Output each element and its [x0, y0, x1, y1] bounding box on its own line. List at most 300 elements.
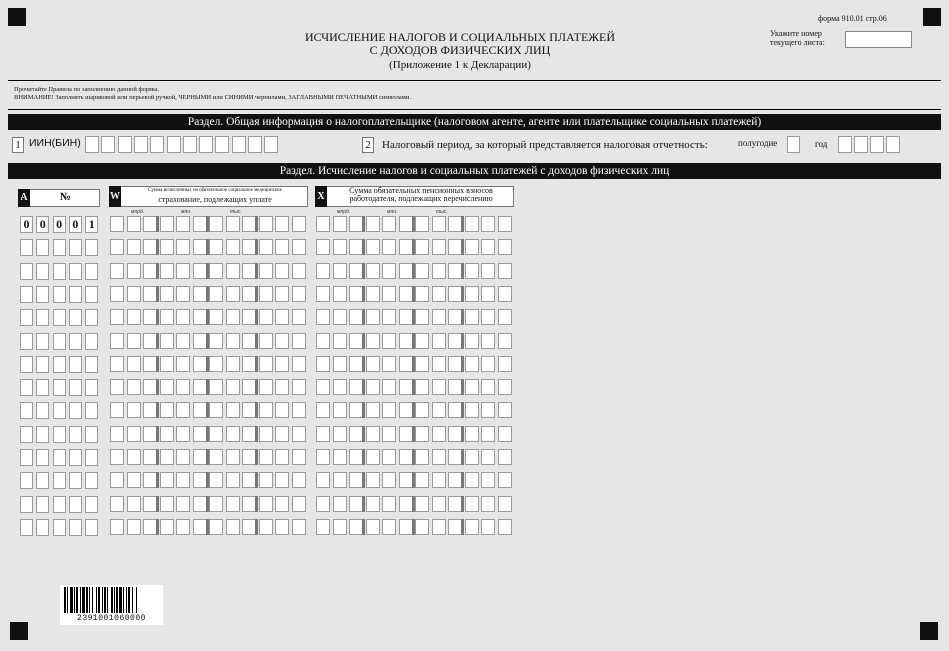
column-x-digit-cell[interactable] [465, 496, 479, 512]
column-w-digit-cell[interactable] [160, 333, 174, 349]
column-x-digit-cell[interactable] [349, 472, 363, 488]
column-w-digit-cell[interactable] [110, 496, 124, 512]
sheet-number-field[interactable] [845, 31, 912, 48]
column-x-digit-cell[interactable] [432, 449, 446, 465]
column-w-digit-cell[interactable] [292, 426, 306, 442]
column-w-digit-cell[interactable] [275, 402, 289, 418]
column-x-digit-cell[interactable] [333, 216, 347, 232]
column-w-digit-cell[interactable] [292, 239, 306, 255]
column-w-digit-cell[interactable] [242, 496, 256, 512]
row-number-digit-cell[interactable] [36, 286, 49, 303]
column-x-digit-cell[interactable] [316, 472, 330, 488]
column-x-digit-cell[interactable] [333, 496, 347, 512]
iin-digit-cell[interactable] [248, 136, 262, 153]
column-w-digit-cell[interactable] [176, 309, 190, 325]
column-x-digit-cell[interactable] [481, 496, 495, 512]
row-number-digit-cell[interactable] [69, 333, 82, 350]
column-x-digit-cell[interactable] [382, 356, 396, 372]
column-x-digit-cell[interactable] [333, 356, 347, 372]
column-x-digit-cell[interactable] [432, 496, 446, 512]
column-x-digit-cell[interactable] [415, 333, 429, 349]
column-x-digit-cell[interactable] [448, 309, 462, 325]
row-number-digit-cell[interactable] [85, 426, 98, 443]
column-x-digit-cell[interactable] [316, 286, 330, 302]
column-x-digit-cell[interactable] [465, 519, 479, 535]
column-x-digit-cell[interactable] [366, 472, 380, 488]
column-x-digit-cell[interactable] [366, 263, 380, 279]
column-w-digit-cell[interactable] [160, 426, 174, 442]
row-number-digit-cell[interactable] [20, 379, 33, 396]
column-w-digit-cell[interactable] [193, 263, 207, 279]
column-w-digit-cell[interactable] [242, 449, 256, 465]
row-number-digit-cell[interactable] [36, 239, 49, 256]
column-w-digit-cell[interactable] [176, 402, 190, 418]
row-number-digit-cell[interactable] [36, 333, 49, 350]
row-number-digit-cell[interactable] [36, 449, 49, 466]
column-w-digit-cell[interactable] [242, 309, 256, 325]
column-w-digit-cell[interactable] [275, 333, 289, 349]
row-number-digit-cell[interactable] [36, 496, 49, 513]
column-x-digit-cell[interactable] [448, 216, 462, 232]
column-w-digit-cell[interactable] [292, 472, 306, 488]
column-w-digit-cell[interactable] [160, 216, 174, 232]
column-x-digit-cell[interactable] [349, 496, 363, 512]
column-x-digit-cell[interactable] [399, 333, 413, 349]
column-x-digit-cell[interactable] [382, 426, 396, 442]
column-x-digit-cell[interactable] [333, 426, 347, 442]
column-w-digit-cell[interactable] [292, 402, 306, 418]
column-w-digit-cell[interactable] [110, 472, 124, 488]
column-x-digit-cell[interactable] [349, 309, 363, 325]
column-x-digit-cell[interactable] [465, 449, 479, 465]
column-w-digit-cell[interactable] [275, 286, 289, 302]
column-x-digit-cell[interactable] [415, 286, 429, 302]
column-w-digit-cell[interactable] [193, 426, 207, 442]
row-number-digit-cell[interactable] [36, 519, 49, 536]
column-x-digit-cell[interactable] [432, 356, 446, 372]
column-x-digit-cell[interactable] [382, 496, 396, 512]
column-x-digit-cell[interactable] [366, 216, 380, 232]
column-x-digit-cell[interactable] [382, 239, 396, 255]
column-x-digit-cell[interactable] [498, 309, 512, 325]
column-w-digit-cell[interactable] [209, 216, 223, 232]
row-number-digit-cell[interactable] [69, 472, 82, 489]
column-x-digit-cell[interactable] [415, 356, 429, 372]
column-x-digit-cell[interactable] [316, 263, 330, 279]
column-x-digit-cell[interactable] [366, 379, 380, 395]
row-number-digit-cell[interactable] [20, 402, 33, 419]
year-digit-cell[interactable] [838, 136, 852, 153]
column-x-digit-cell[interactable] [448, 379, 462, 395]
column-x-digit-cell[interactable] [382, 216, 396, 232]
column-x-digit-cell[interactable] [432, 263, 446, 279]
column-w-digit-cell[interactable] [127, 426, 141, 442]
column-x-digit-cell[interactable] [432, 519, 446, 535]
column-w-digit-cell[interactable] [160, 496, 174, 512]
row-number-digit-cell[interactable] [69, 286, 82, 303]
row-number-digit-cell[interactable] [85, 239, 98, 256]
iin-digit-cell[interactable] [199, 136, 213, 153]
row-number-digit-cell[interactable] [85, 496, 98, 513]
column-x-digit-cell[interactable] [399, 216, 413, 232]
column-x-digit-cell[interactable] [399, 263, 413, 279]
column-x-digit-cell[interactable] [366, 286, 380, 302]
column-w-digit-cell[interactable] [259, 286, 273, 302]
column-w-digit-cell[interactable] [193, 309, 207, 325]
row-number-digit-cell[interactable] [85, 519, 98, 536]
iin-digit-cell[interactable] [118, 136, 132, 153]
column-w-digit-cell[interactable] [110, 449, 124, 465]
row-number-digit-cell[interactable] [69, 496, 82, 513]
column-w-digit-cell[interactable] [160, 519, 174, 535]
column-w-digit-cell[interactable] [275, 216, 289, 232]
iin-digit-cell[interactable] [150, 136, 164, 153]
column-w-digit-cell[interactable] [209, 263, 223, 279]
row-number-digit-cell[interactable] [69, 356, 82, 373]
column-w-digit-cell[interactable] [193, 379, 207, 395]
row-number-digit-cell[interactable] [69, 309, 82, 326]
row-number-digit-cell[interactable] [53, 496, 66, 513]
column-x-digit-cell[interactable] [399, 426, 413, 442]
column-x-digit-cell[interactable] [333, 449, 347, 465]
column-x-digit-cell[interactable] [366, 402, 380, 418]
column-x-digit-cell[interactable] [399, 472, 413, 488]
iin-digit-cell[interactable] [232, 136, 246, 153]
column-x-digit-cell[interactable] [333, 519, 347, 535]
column-w-digit-cell[interactable] [292, 379, 306, 395]
column-x-digit-cell[interactable] [349, 216, 363, 232]
row-number-digit-cell[interactable] [85, 286, 98, 303]
row-number-digit-cell[interactable]: 0 [53, 216, 66, 233]
row-number-digit-cell[interactable] [53, 356, 66, 373]
column-w-digit-cell[interactable] [127, 333, 141, 349]
row-number-digit-cell[interactable] [20, 333, 33, 350]
column-w-digit-cell[interactable] [160, 239, 174, 255]
column-w-digit-cell[interactable] [176, 472, 190, 488]
column-w-digit-cell[interactable] [275, 263, 289, 279]
column-x-digit-cell[interactable] [415, 402, 429, 418]
row-number-digit-cell[interactable] [53, 286, 66, 303]
column-x-digit-cell[interactable] [448, 286, 462, 302]
column-w-digit-cell[interactable] [110, 333, 124, 349]
row-number-digit-cell[interactable] [20, 263, 33, 280]
column-x-digit-cell[interactable] [399, 379, 413, 395]
row-number-digit-cell[interactable] [85, 263, 98, 280]
column-x-digit-cell[interactable] [366, 356, 380, 372]
column-x-digit-cell[interactable] [498, 519, 512, 535]
row-number-digit-cell[interactable] [69, 263, 82, 280]
column-x-digit-cell[interactable] [316, 239, 330, 255]
column-w-digit-cell[interactable] [292, 216, 306, 232]
column-w-digit-cell[interactable] [209, 286, 223, 302]
column-w-digit-cell[interactable] [226, 263, 240, 279]
column-x-digit-cell[interactable] [498, 402, 512, 418]
column-x-digit-cell[interactable] [465, 216, 479, 232]
column-x-digit-cell[interactable] [399, 402, 413, 418]
column-w-digit-cell[interactable] [226, 472, 240, 488]
column-x-digit-cell[interactable] [448, 496, 462, 512]
column-w-digit-cell[interactable] [127, 309, 141, 325]
column-x-digit-cell[interactable] [448, 333, 462, 349]
column-x-digit-cell[interactable] [432, 402, 446, 418]
year-digit-cell[interactable] [854, 136, 868, 153]
column-x-digit-cell[interactable] [481, 519, 495, 535]
column-x-digit-cell[interactable] [432, 379, 446, 395]
row-number-digit-cell[interactable] [20, 426, 33, 443]
row-number-digit-cell[interactable] [85, 309, 98, 326]
column-w-digit-cell[interactable] [110, 309, 124, 325]
iin-digit-cell[interactable] [85, 136, 99, 153]
column-x-digit-cell[interactable] [399, 286, 413, 302]
column-x-digit-cell[interactable] [382, 286, 396, 302]
column-w-digit-cell[interactable] [226, 216, 240, 232]
column-w-digit-cell[interactable] [259, 239, 273, 255]
column-w-digit-cell[interactable] [275, 519, 289, 535]
column-w-digit-cell[interactable] [275, 379, 289, 395]
column-w-digit-cell[interactable] [110, 286, 124, 302]
column-x-digit-cell[interactable] [382, 309, 396, 325]
column-x-digit-cell[interactable] [448, 239, 462, 255]
column-x-digit-cell[interactable] [349, 263, 363, 279]
column-x-digit-cell[interactable] [349, 379, 363, 395]
row-number-digit-cell[interactable] [36, 356, 49, 373]
column-w-digit-cell[interactable] [226, 286, 240, 302]
column-w-digit-cell[interactable] [259, 472, 273, 488]
column-w-digit-cell[interactable] [292, 449, 306, 465]
column-w-digit-cell[interactable] [110, 519, 124, 535]
row-number-digit-cell[interactable]: 0 [36, 216, 49, 233]
row-number-digit-cell[interactable] [36, 309, 49, 326]
column-w-digit-cell[interactable] [242, 216, 256, 232]
column-x-digit-cell[interactable] [399, 449, 413, 465]
row-number-digit-cell[interactable] [85, 402, 98, 419]
column-x-digit-cell[interactable] [481, 379, 495, 395]
column-w-digit-cell[interactable] [275, 426, 289, 442]
column-x-digit-cell[interactable] [366, 333, 380, 349]
column-x-digit-cell[interactable] [382, 519, 396, 535]
column-x-digit-cell[interactable] [498, 496, 512, 512]
column-x-digit-cell[interactable] [415, 472, 429, 488]
row-number-digit-cell[interactable] [53, 333, 66, 350]
column-x-digit-cell[interactable] [333, 263, 347, 279]
column-x-digit-cell[interactable] [349, 449, 363, 465]
column-w-digit-cell[interactable] [275, 356, 289, 372]
column-x-digit-cell[interactable] [366, 449, 380, 465]
column-x-digit-cell[interactable] [498, 239, 512, 255]
column-x-digit-cell[interactable] [399, 356, 413, 372]
column-w-digit-cell[interactable] [127, 402, 141, 418]
column-w-digit-cell[interactable] [209, 402, 223, 418]
column-x-digit-cell[interactable] [316, 356, 330, 372]
column-x-digit-cell[interactable] [349, 426, 363, 442]
column-x-digit-cell[interactable] [481, 426, 495, 442]
column-x-digit-cell[interactable] [432, 472, 446, 488]
column-w-digit-cell[interactable] [143, 402, 157, 418]
row-number-digit-cell[interactable] [20, 449, 33, 466]
column-w-digit-cell[interactable] [176, 426, 190, 442]
column-w-digit-cell[interactable] [176, 496, 190, 512]
iin-digit-cell[interactable] [134, 136, 148, 153]
column-x-digit-cell[interactable] [333, 472, 347, 488]
row-number-digit-cell[interactable] [20, 356, 33, 373]
column-w-digit-cell[interactable] [226, 402, 240, 418]
column-w-digit-cell[interactable] [292, 333, 306, 349]
row-number-digit-cell[interactable] [20, 472, 33, 489]
column-w-digit-cell[interactable] [193, 449, 207, 465]
row-number-digit-cell[interactable] [85, 333, 98, 350]
column-x-digit-cell[interactable] [316, 379, 330, 395]
column-x-digit-cell[interactable] [465, 239, 479, 255]
column-w-digit-cell[interactable] [242, 426, 256, 442]
column-x-digit-cell[interactable] [481, 333, 495, 349]
iin-digit-cell[interactable] [101, 136, 115, 153]
row-number-digit-cell[interactable] [69, 402, 82, 419]
column-w-digit-cell[interactable] [226, 379, 240, 395]
column-x-digit-cell[interactable] [316, 402, 330, 418]
column-w-digit-cell[interactable] [127, 519, 141, 535]
column-w-digit-cell[interactable] [292, 356, 306, 372]
column-w-digit-cell[interactable] [110, 216, 124, 232]
column-w-digit-cell[interactable] [259, 263, 273, 279]
row-number-digit-cell[interactable] [20, 309, 33, 326]
column-w-digit-cell[interactable] [176, 519, 190, 535]
column-w-digit-cell[interactable] [275, 309, 289, 325]
column-x-digit-cell[interactable] [448, 519, 462, 535]
column-w-digit-cell[interactable] [127, 263, 141, 279]
column-x-digit-cell[interactable] [498, 379, 512, 395]
column-w-digit-cell[interactable] [209, 519, 223, 535]
column-x-digit-cell[interactable] [465, 309, 479, 325]
column-w-digit-cell[interactable] [160, 402, 174, 418]
column-w-digit-cell[interactable] [176, 263, 190, 279]
column-x-digit-cell[interactable] [448, 402, 462, 418]
column-w-digit-cell[interactable] [259, 449, 273, 465]
column-w-digit-cell[interactable] [275, 239, 289, 255]
row-number-digit-cell[interactable] [53, 263, 66, 280]
iin-digit-cell[interactable] [215, 136, 229, 153]
column-w-digit-cell[interactable] [209, 449, 223, 465]
column-w-digit-cell[interactable] [242, 286, 256, 302]
halfyear-field[interactable] [787, 136, 800, 153]
column-w-digit-cell[interactable] [160, 309, 174, 325]
column-w-digit-cell[interactable] [193, 496, 207, 512]
column-w-digit-cell[interactable] [259, 333, 273, 349]
column-w-digit-cell[interactable] [259, 216, 273, 232]
iin-digit-cell[interactable] [167, 136, 181, 153]
row-number-digit-cell[interactable] [20, 286, 33, 303]
row-number-digit-cell[interactable] [53, 472, 66, 489]
row-number-digit-cell[interactable] [53, 379, 66, 396]
column-w-digit-cell[interactable] [160, 263, 174, 279]
column-x-digit-cell[interactable] [465, 356, 479, 372]
column-x-digit-cell[interactable] [415, 309, 429, 325]
column-x-digit-cell[interactable] [415, 449, 429, 465]
column-w-digit-cell[interactable] [176, 286, 190, 302]
column-w-digit-cell[interactable] [176, 333, 190, 349]
row-number-digit-cell[interactable]: 1 [85, 216, 98, 233]
column-x-digit-cell[interactable] [382, 263, 396, 279]
column-w-digit-cell[interactable] [259, 379, 273, 395]
column-w-digit-cell[interactable] [242, 239, 256, 255]
column-w-digit-cell[interactable] [259, 402, 273, 418]
column-x-digit-cell[interactable] [465, 333, 479, 349]
column-x-digit-cell[interactable] [465, 472, 479, 488]
column-w-digit-cell[interactable] [275, 472, 289, 488]
column-x-digit-cell[interactable] [333, 333, 347, 349]
column-w-digit-cell[interactable] [127, 449, 141, 465]
row-number-digit-cell[interactable] [69, 239, 82, 256]
column-w-digit-cell[interactable] [176, 356, 190, 372]
column-x-digit-cell[interactable] [432, 426, 446, 442]
column-x-digit-cell[interactable] [432, 286, 446, 302]
column-w-digit-cell[interactable] [226, 519, 240, 535]
column-x-digit-cell[interactable] [316, 333, 330, 349]
column-w-digit-cell[interactable] [259, 356, 273, 372]
column-w-digit-cell[interactable] [176, 449, 190, 465]
column-x-digit-cell[interactable] [481, 356, 495, 372]
column-x-digit-cell[interactable] [415, 519, 429, 535]
column-w-digit-cell[interactable] [176, 239, 190, 255]
column-x-digit-cell[interactable] [399, 309, 413, 325]
column-w-digit-cell[interactable] [143, 333, 157, 349]
column-w-digit-cell[interactable] [110, 239, 124, 255]
column-x-digit-cell[interactable] [498, 449, 512, 465]
column-x-digit-cell[interactable] [481, 472, 495, 488]
column-x-digit-cell[interactable] [498, 216, 512, 232]
year-digit-cell[interactable] [870, 136, 884, 153]
row-number-digit-cell[interactable] [53, 426, 66, 443]
row-number-digit-cell[interactable] [20, 239, 33, 256]
column-w-digit-cell[interactable] [110, 379, 124, 395]
column-x-digit-cell[interactable] [498, 356, 512, 372]
column-w-digit-cell[interactable] [242, 263, 256, 279]
column-w-digit-cell[interactable] [193, 356, 207, 372]
row-number-digit-cell[interactable] [85, 449, 98, 466]
column-w-digit-cell[interactable] [110, 426, 124, 442]
column-x-digit-cell[interactable] [465, 426, 479, 442]
column-w-digit-cell[interactable] [292, 519, 306, 535]
column-x-digit-cell[interactable] [349, 519, 363, 535]
column-x-digit-cell[interactable] [316, 309, 330, 325]
column-w-digit-cell[interactable] [143, 519, 157, 535]
column-x-digit-cell[interactable] [415, 496, 429, 512]
column-x-digit-cell[interactable] [481, 449, 495, 465]
column-x-digit-cell[interactable] [349, 356, 363, 372]
column-w-digit-cell[interactable] [259, 309, 273, 325]
column-w-digit-cell[interactable] [176, 379, 190, 395]
column-x-digit-cell[interactable] [333, 286, 347, 302]
column-w-digit-cell[interactable] [242, 333, 256, 349]
column-w-digit-cell[interactable] [160, 379, 174, 395]
column-w-digit-cell[interactable] [143, 496, 157, 512]
row-number-digit-cell[interactable] [36, 426, 49, 443]
row-number-digit-cell[interactable] [85, 356, 98, 373]
column-x-digit-cell[interactable] [333, 402, 347, 418]
column-w-digit-cell[interactable] [160, 286, 174, 302]
column-x-digit-cell[interactable] [349, 239, 363, 255]
column-x-digit-cell[interactable] [316, 496, 330, 512]
column-x-digit-cell[interactable] [382, 449, 396, 465]
row-number-digit-cell[interactable] [53, 239, 66, 256]
column-x-digit-cell[interactable] [481, 239, 495, 255]
column-w-digit-cell[interactable] [127, 286, 141, 302]
column-w-digit-cell[interactable] [226, 449, 240, 465]
column-w-digit-cell[interactable] [193, 472, 207, 488]
column-w-digit-cell[interactable] [226, 309, 240, 325]
column-x-digit-cell[interactable] [415, 379, 429, 395]
column-x-digit-cell[interactable] [498, 426, 512, 442]
column-w-digit-cell[interactable] [209, 356, 223, 372]
